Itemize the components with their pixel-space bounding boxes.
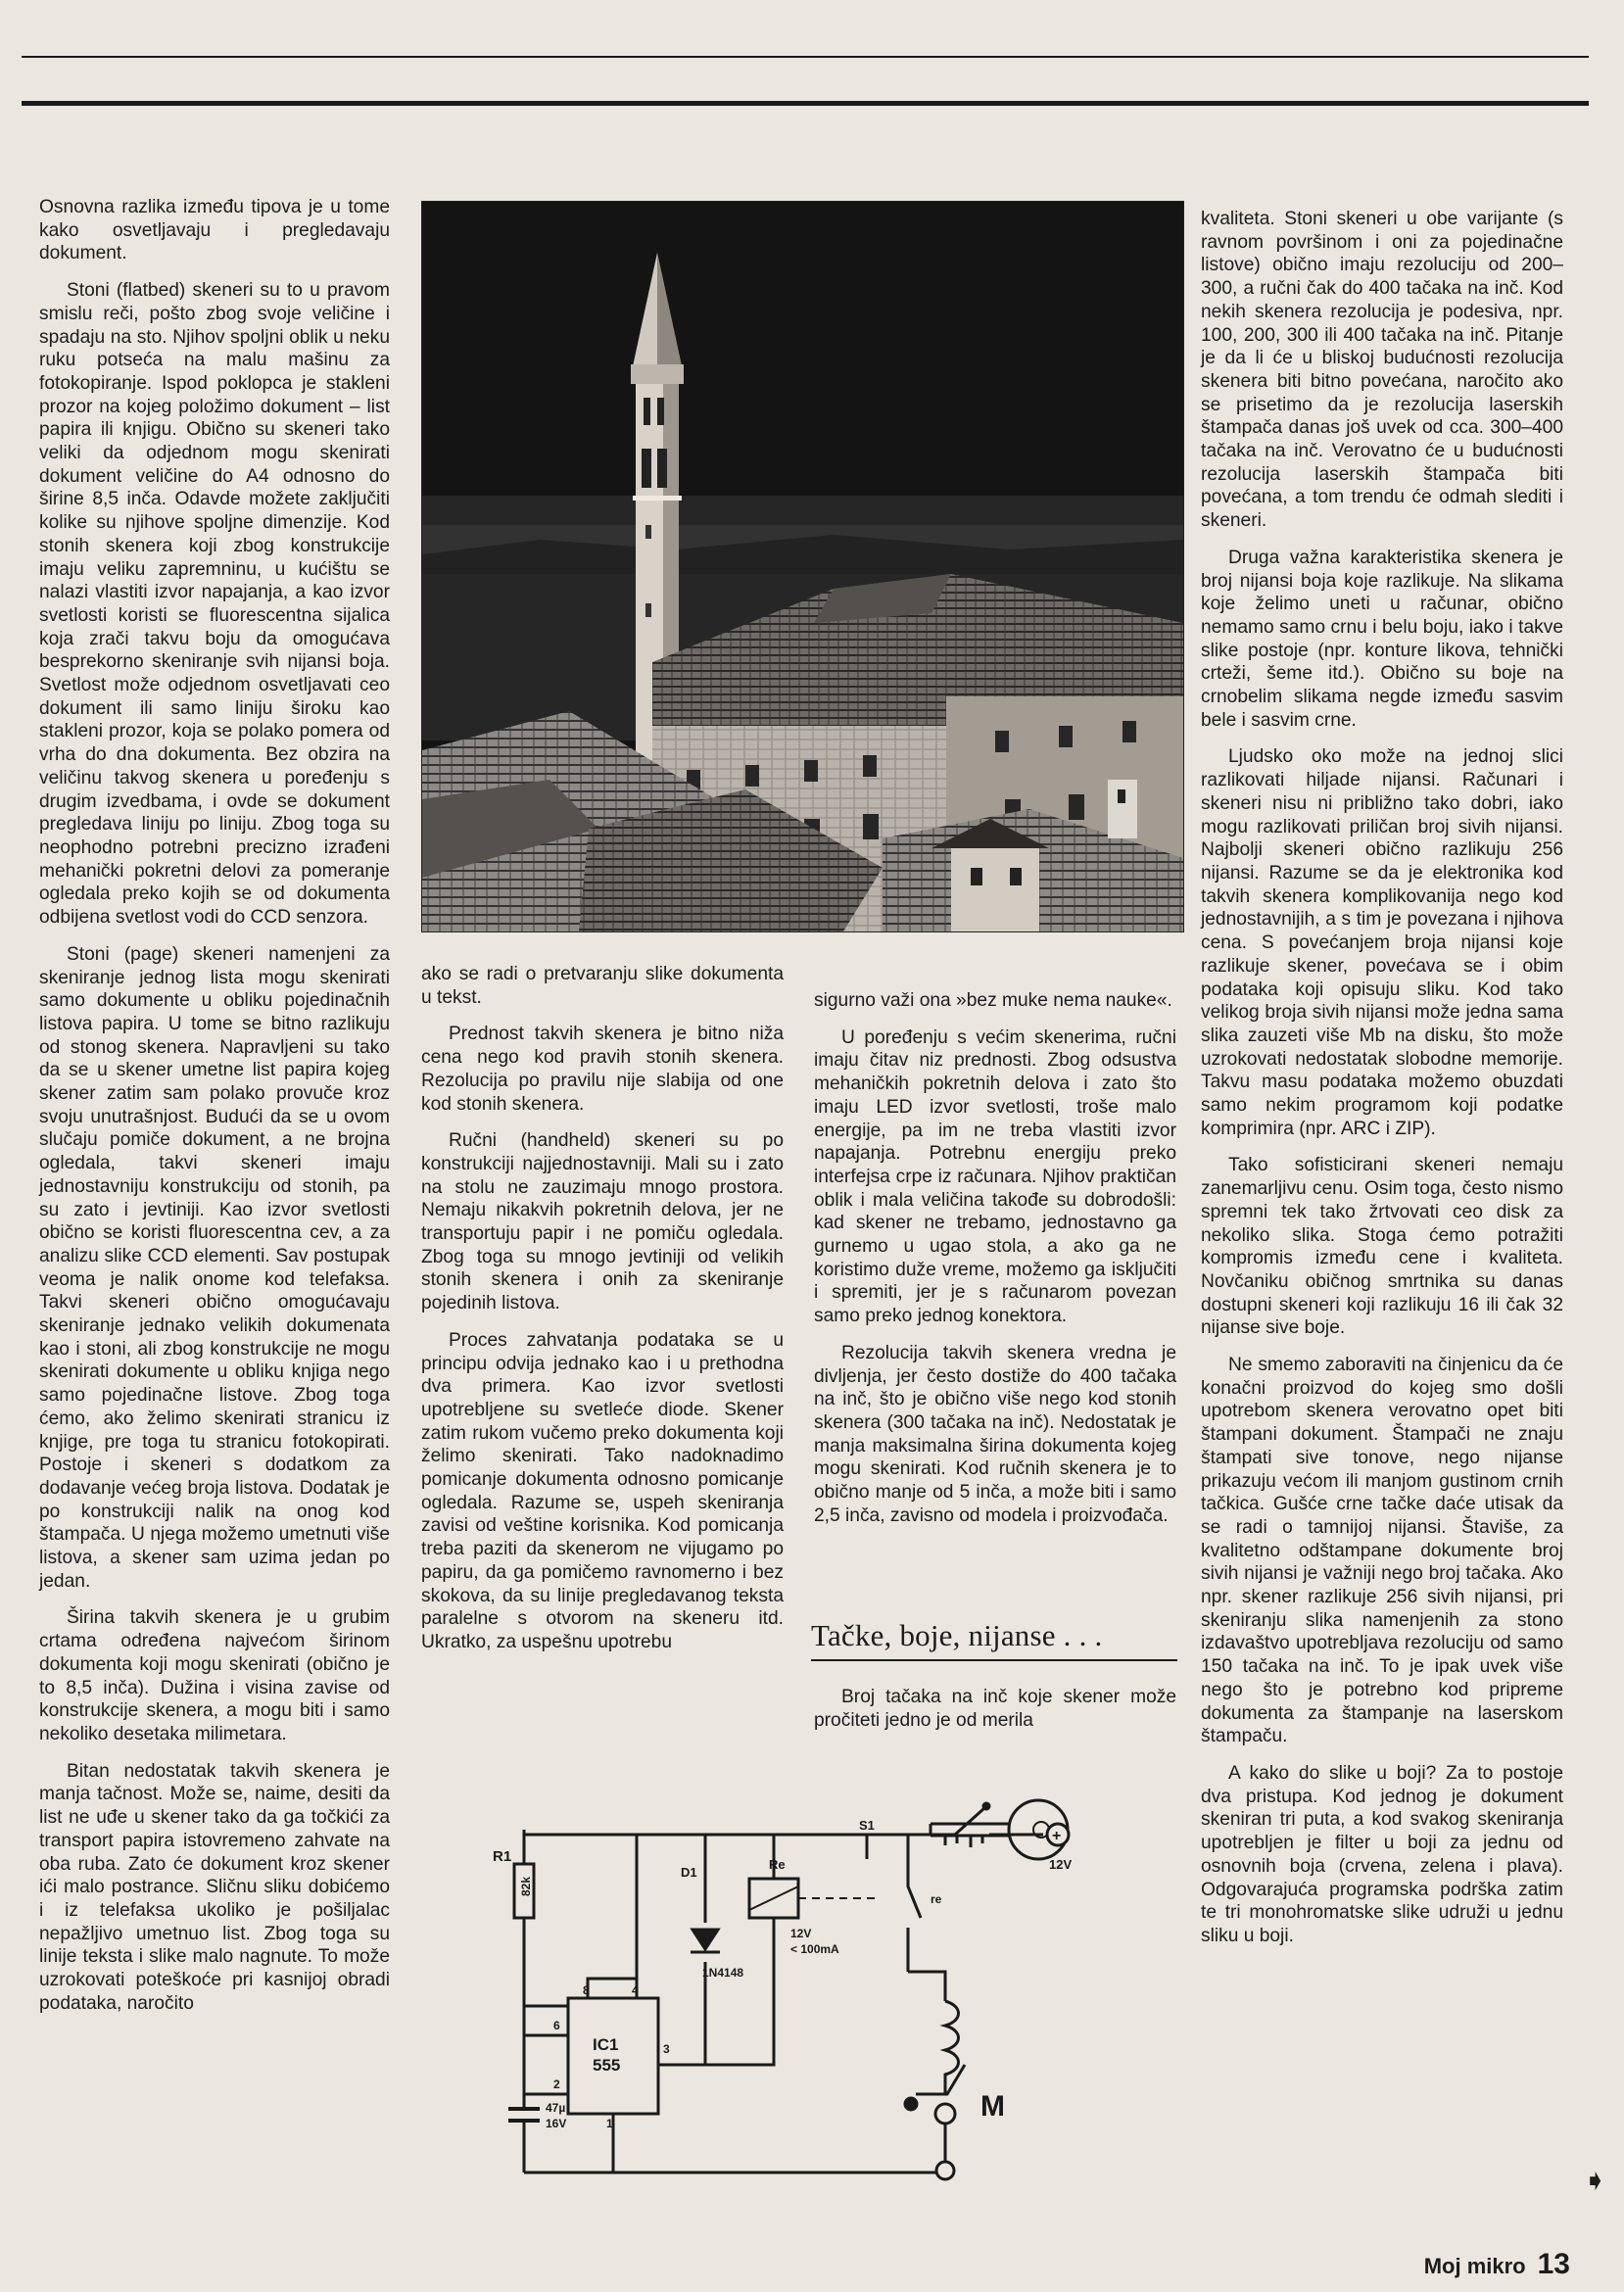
relay-label: Re	[769, 1857, 786, 1872]
paragraph: Proces zahvatanja podataka se u principu odvija jednako kao i u prethodna dva primera. Kao izvor svetlosti upotrebljene su svetleće diode. Skener zatim rukom vučemo preko dokumenta koji želimo skenirati. Tako nadoknadimo pomicanje dokumenta odnosno pomicanje ogledala. Razume se, uspeh skeniranja zavisi od veštine korisnika. Kod pomicanja treba paziti da skenerom ne vijugamo po papiru, da ga pomičemo ravnomerno i bez skokova, da su linije pregledavanog teksta paralelne s otvorom na skeneru itd. Ukratko, za uspešnu upotrebu	[421, 1329, 784, 1652]
relay-value-2: < 100mA	[790, 1942, 839, 1956]
article-column-1	[39, 196, 390, 2029]
section-heading: Tačke, boje, nijanse . . .	[811, 1618, 1177, 1661]
article-column-2	[421, 963, 784, 1668]
supply-plus: +	[1052, 1828, 1062, 1844]
paragraph: U poređenju s većim skenerima, ručni imaju čitav niz prednosti. Zbog odsustva mehaničkih pokretnih delova i zato što imaju LED izvor svetlosti, troše malo energije, pa im ne treba vlastiti izvor napajanja. Potrebnu energiju preko interfejsa crpe iz računara. Njihov praktičan oblik i mala veličina takođe su dobrodošli: kad skener ne trebamo, jednostavno ga gurnemo u ugao stola, a ako ga ne koristimo duže vreme, možemo ga isključiti i spremiti, jer je s računarom povezan samo preko jednog konektora.	[814, 1027, 1176, 1327]
pin-2: 2	[553, 2077, 560, 2091]
photo-bell-tower	[421, 201, 1184, 932]
article-column-3b	[814, 1686, 1176, 1745]
cap-value-2: 16V	[546, 2117, 567, 2130]
paragraph: Širina takvih skenera je u grubim crtama određena najvećom širinom dokumenta koji mogu skenirati (obično je to 8,5 inča). Dužina i visina zavise od konstrukcije skenera, a mogu biti i samo nekoliko desetaka milimetara.	[39, 1607, 390, 1744]
cap-value-1: 47µ	[546, 2101, 566, 2115]
paragraph: ako se radi o pretvaranju slike dokumenta u tekst.	[421, 964, 784, 1008]
d1-label: D1	[681, 1865, 697, 1880]
article-column-4	[1201, 208, 1563, 1962]
paragraph: Ručni (handheld) skeneri su po konstrukciji najjednostavniji. Mali su i zato na stolu ne zauzimaju mnogo prostora. Nemaju nikakvih pokretnih delova, jer ne transportuju papir i ne pomiču ogledala. Zbog toga su mnogo jevtiniji od velikih stonih skenera i onih za skeniranje pojedinih listova.	[421, 1130, 784, 1314]
paragraph: Tako sofisticirani skeneri nemaju zanemarljivu cenu. Osim toga, često nismo spremni tek tako žrtvovati ceo disk za nekoliko slika. Stoga ćemo potražiti kompromis između cene i kvaliteta. Novčaniku običnog smrtnika su danas dostupni skeneri koji razlikuju 16 ili čak 32 nijanse sive boje.	[1201, 1155, 1563, 1339]
paragraph: Stoni (flatbed) skeneri su to u pravom smislu reči, pošto zbog svoje veličine i spadaju na sto. Njihov spoljni oblik u neku ruku potseća na malu mašinu za fotokopiranje. Ispod poklopca je stakleni prozor na kojeg položimo dokument – list papira ili knjigu. Obično su skeneri tako veliki da odjednom mogu skenirati dokument veličine do A4 odnosno do širine 8,5 inča. Odavde možete zaključiti kolike su njihove spoljne dimenzije. Kod stonih skenera koji zbog konstrukcije imaju veliku zapremninu, u kućištu se nalazi vlastiti izvor napajanja, a kao izvor svetlosti koristi se fluorescentna sijalica koja zrači takvu boju da omogućava besprekorno skeniranje svih nijansi boja. Svetlost može odjednom osvetljavati ceo dokument ili samo liniju široku kao stakleni prozor, koja se polako pomera od vrha do dna dokumenta. Bez obzira na veličinu takvog skenera u poređenju s drugim izvedbama, i ovde se dokument pregledava liniju po liniju. Zbog toga su neophodno potrebni precizno izrađeni mehanički pokretni delovi za pomeranje ogledala preko kojih se od dokumenta odbijena svetlost vodi do CCD senzora.	[39, 280, 390, 929]
paragraph: Ljudsko oko može na jednoj slici razlikovati hiljade nijansi. Računari i skeneri nisu ni približno tako dobri, iako mogu razlikovati priličan broj sivih nijansi. Najbolji skeneri obično razlikuju 256 nijansi. Razume se da je elektronika kod takvih skenera komplikovanija nego kod jednostavnijih, a s tim je povezana i njihova cena. S povećanjem broja nijansi koje razlikuje skener, povećava se i obim podataka koji opisuju sliku. Kod tako velikog broja sivih nijansi može jedna sama slika zauzeti više Mb na disku, što može uzrokovati nedostatak slobodne memorije. Takvu masu podataka možemo obuzdati samo nekim programom koji podatke komprimira (npr. ARC i ZIP).	[1201, 746, 1563, 1139]
relay-value-1: 12V	[790, 1927, 812, 1940]
magazine-name: Moj mikro	[1423, 2254, 1526, 2278]
ic-name: IC1	[593, 2035, 619, 2054]
paragraph: Broj tačaka na inč koje skener može pročiteti jedno je od merila	[814, 1687, 1176, 1731]
r1-value: 82k	[519, 1876, 533, 1896]
supply-label: 12V	[1049, 1857, 1073, 1872]
switch-re-label: re	[931, 1892, 942, 1906]
continue-arrow-icon: ➧	[1583, 2165, 1608, 2197]
paragraph: Bitan nedostatak takvih skenera je manja tačnost. Može se, naime, desiti da list ne uđe u skener tako da ga točkići za transport papira istovremeno zahvate na oba ruba. Zato će dokument kroz skener ići malo postrance. Sličnu sliku dobićemo i iz telefaksa ukoliko je pošiljalac nepažljivo umetnuo list. Zbog toga su linije teksta i slike malo nagnute. To može uzrokovati poteškoće pri kasnijoj obradi podataka, naročito	[39, 1760, 390, 2014]
header-rule-thin	[22, 56, 1589, 58]
d1-value: 1N4148	[702, 1966, 744, 1980]
paragraph: kvaliteta. Stoni skeneri u obe varijante (s ravnom površinom i oni za pojedinačne listove) obično imaju rezoluciju od 200–300, a ručni čak do 400 tačaka na inč. Kod nekih skenera rezolucija je podesiva, npr. 100, 200, 300 ili 400 tačaka na inč. Pitanje je da li će u bliskoj budućnosti rezolucija skenera biti bitno povećana, naročito ako se prisetimo da je rezolucija laserskih štampača danas još uvek od cca. 300–400 tačaka na inč. Verovatno će u budućnosti rezolucija laserskih štampača biti povećana, a tom trendu će odmah slediti i skeneri.	[1201, 209, 1563, 532]
article-column-3	[814, 989, 1176, 1541]
paragraph: Osnovna razlika između tipova je u tome kako osvetljavaju i pregledavaju dokument.	[39, 197, 390, 264]
circuit-diagram	[485, 1771, 1136, 2192]
paragraph: Prednost takvih skenera je bitno niža cena nego kod pravih stonih skenera. Rezolucija po pravilu nije slabija od one kod stonih skenera.	[421, 1024, 784, 1115]
motor-label: M	[980, 2090, 1005, 2123]
page-footer	[1424, 2248, 1570, 2281]
paragraph: sigurno važi ona »bez muke nema nauke«.	[814, 990, 1172, 1011]
page-number: 13	[1537, 2248, 1570, 2280]
pin-1: 1	[606, 2117, 613, 2130]
pin-6: 6	[553, 2019, 560, 2032]
pin-8: 8	[583, 1983, 590, 1997]
ic-value: 555	[593, 2056, 621, 2075]
paragraph: Ne smemo zaboraviti na činjenicu da će konačni proizvod do kojeg smo došli upotrebom skenera verovatno opet biti štampani dokument. Štampači ne znaju štampati sive tonove, nego nijanse prikazuju većom ili manjom gustinom crnih tačkica. Gušće crne tačke daće utisak da se radi o tamnijoj nijansi. Štaviše, za kvalitetno odštampane dokumente broj sivih nijansi je važniji nego broj tačaka. Ako npr. skener razlikuje 256 sivih nijansi, pri skeniranju slika namenjenih za stono izdavaštvo upotrebljava rezoluciju od samo 150 tačaka na inč. To je ipak uvek više nego što je potrebno kod pripreme dokumenta za štampanje na laserskom štampaču.	[1201, 1355, 1563, 1747]
pin-3: 3	[663, 2042, 670, 2056]
header-rule-thick	[22, 101, 1589, 106]
s1-label: S1	[859, 1818, 875, 1833]
paragraph: A kako do slike u boji? Za to postoje dva pristupa. Kod jednog je dokument skeniran tri puta, a kod svakog skeniranja upotrebljen je filter u boji za jednu od osnovnih boja (crvena, zelena i plava). Odgovarajuća programska podrška zatim te tri monohromatske slike udruži u jednu sliku u boji.	[1201, 1763, 1563, 1946]
r1-label: R1	[493, 1848, 512, 1865]
pin-4: 4	[632, 1983, 639, 1997]
paragraph: Stoni (page) skeneri namenjeni za skeniranje jednog lista mogu skenirati samo dokumente u obliku pojedinačnih listova papira. U tome se bitno razlikuju od stonog skenera. Napravljeni su tako da se u skener umetne list papira kojeg skener zatim sam polako provuče kroz svoju unutrašnjost. Budući da se u ovom slučaju pomiče dokument, a ne brojna ogledala, takvi skeneri imaju jednostavniju konstrukciju od stonih, pa su zato i jevtiniji. Kao izvor svetlosti obično se koristi fluorescentna cev, a za analizu slike CCD elementi. Sav postupak veoma je nalik onome kod telefaksa. Takvi skeneri obično omogućavaju skeniranje jednako velikih dokumenata kao i stoni, ali zbog konstrukcije ne mogu skenirati dokumente u obliku knjiga nego samo pojedinačne listove. Zbog toga ćemo, ako želimo skenirati stranicu iz knjige, pre toga tu stranicu fotokopirati. Postoje i skeneri s dodatkom za dodavanje većeg broja listova. Dodatak je po konstrukciji nalik na onog kod štampača. U njega možemo umetnuti više listova, a skener sam uzima jedan po jedan.	[39, 943, 390, 1592]
paragraph: Druga važna karakteristika skenera je broj nijansi boja koje razlikuje. Na slikama koje želimo uneti u računar, obično nemamo samo crnu i belu boju, iako i takve slike postoje (npr. konture likova, tehnički crteži, šeme itd.). Obično su boje na crnobelim slikama negde između sasvim bele i sasvim crne.	[1201, 547, 1563, 731]
paragraph: Rezolucija takvih skenera vredna je divljenja, jer često dostiže do 400 tačaka na inč, što je obično više nego kod stonih skenera (300 tačaka na inč). Nedostatak je manja maksimalna širina dokumenta kojeg mogu skenirati. Kod ručnih skenera je to obično manje od 5 inča, a može biti i samo 2,5 inča, zavisno od modela i proizvođača.	[814, 1342, 1176, 1526]
